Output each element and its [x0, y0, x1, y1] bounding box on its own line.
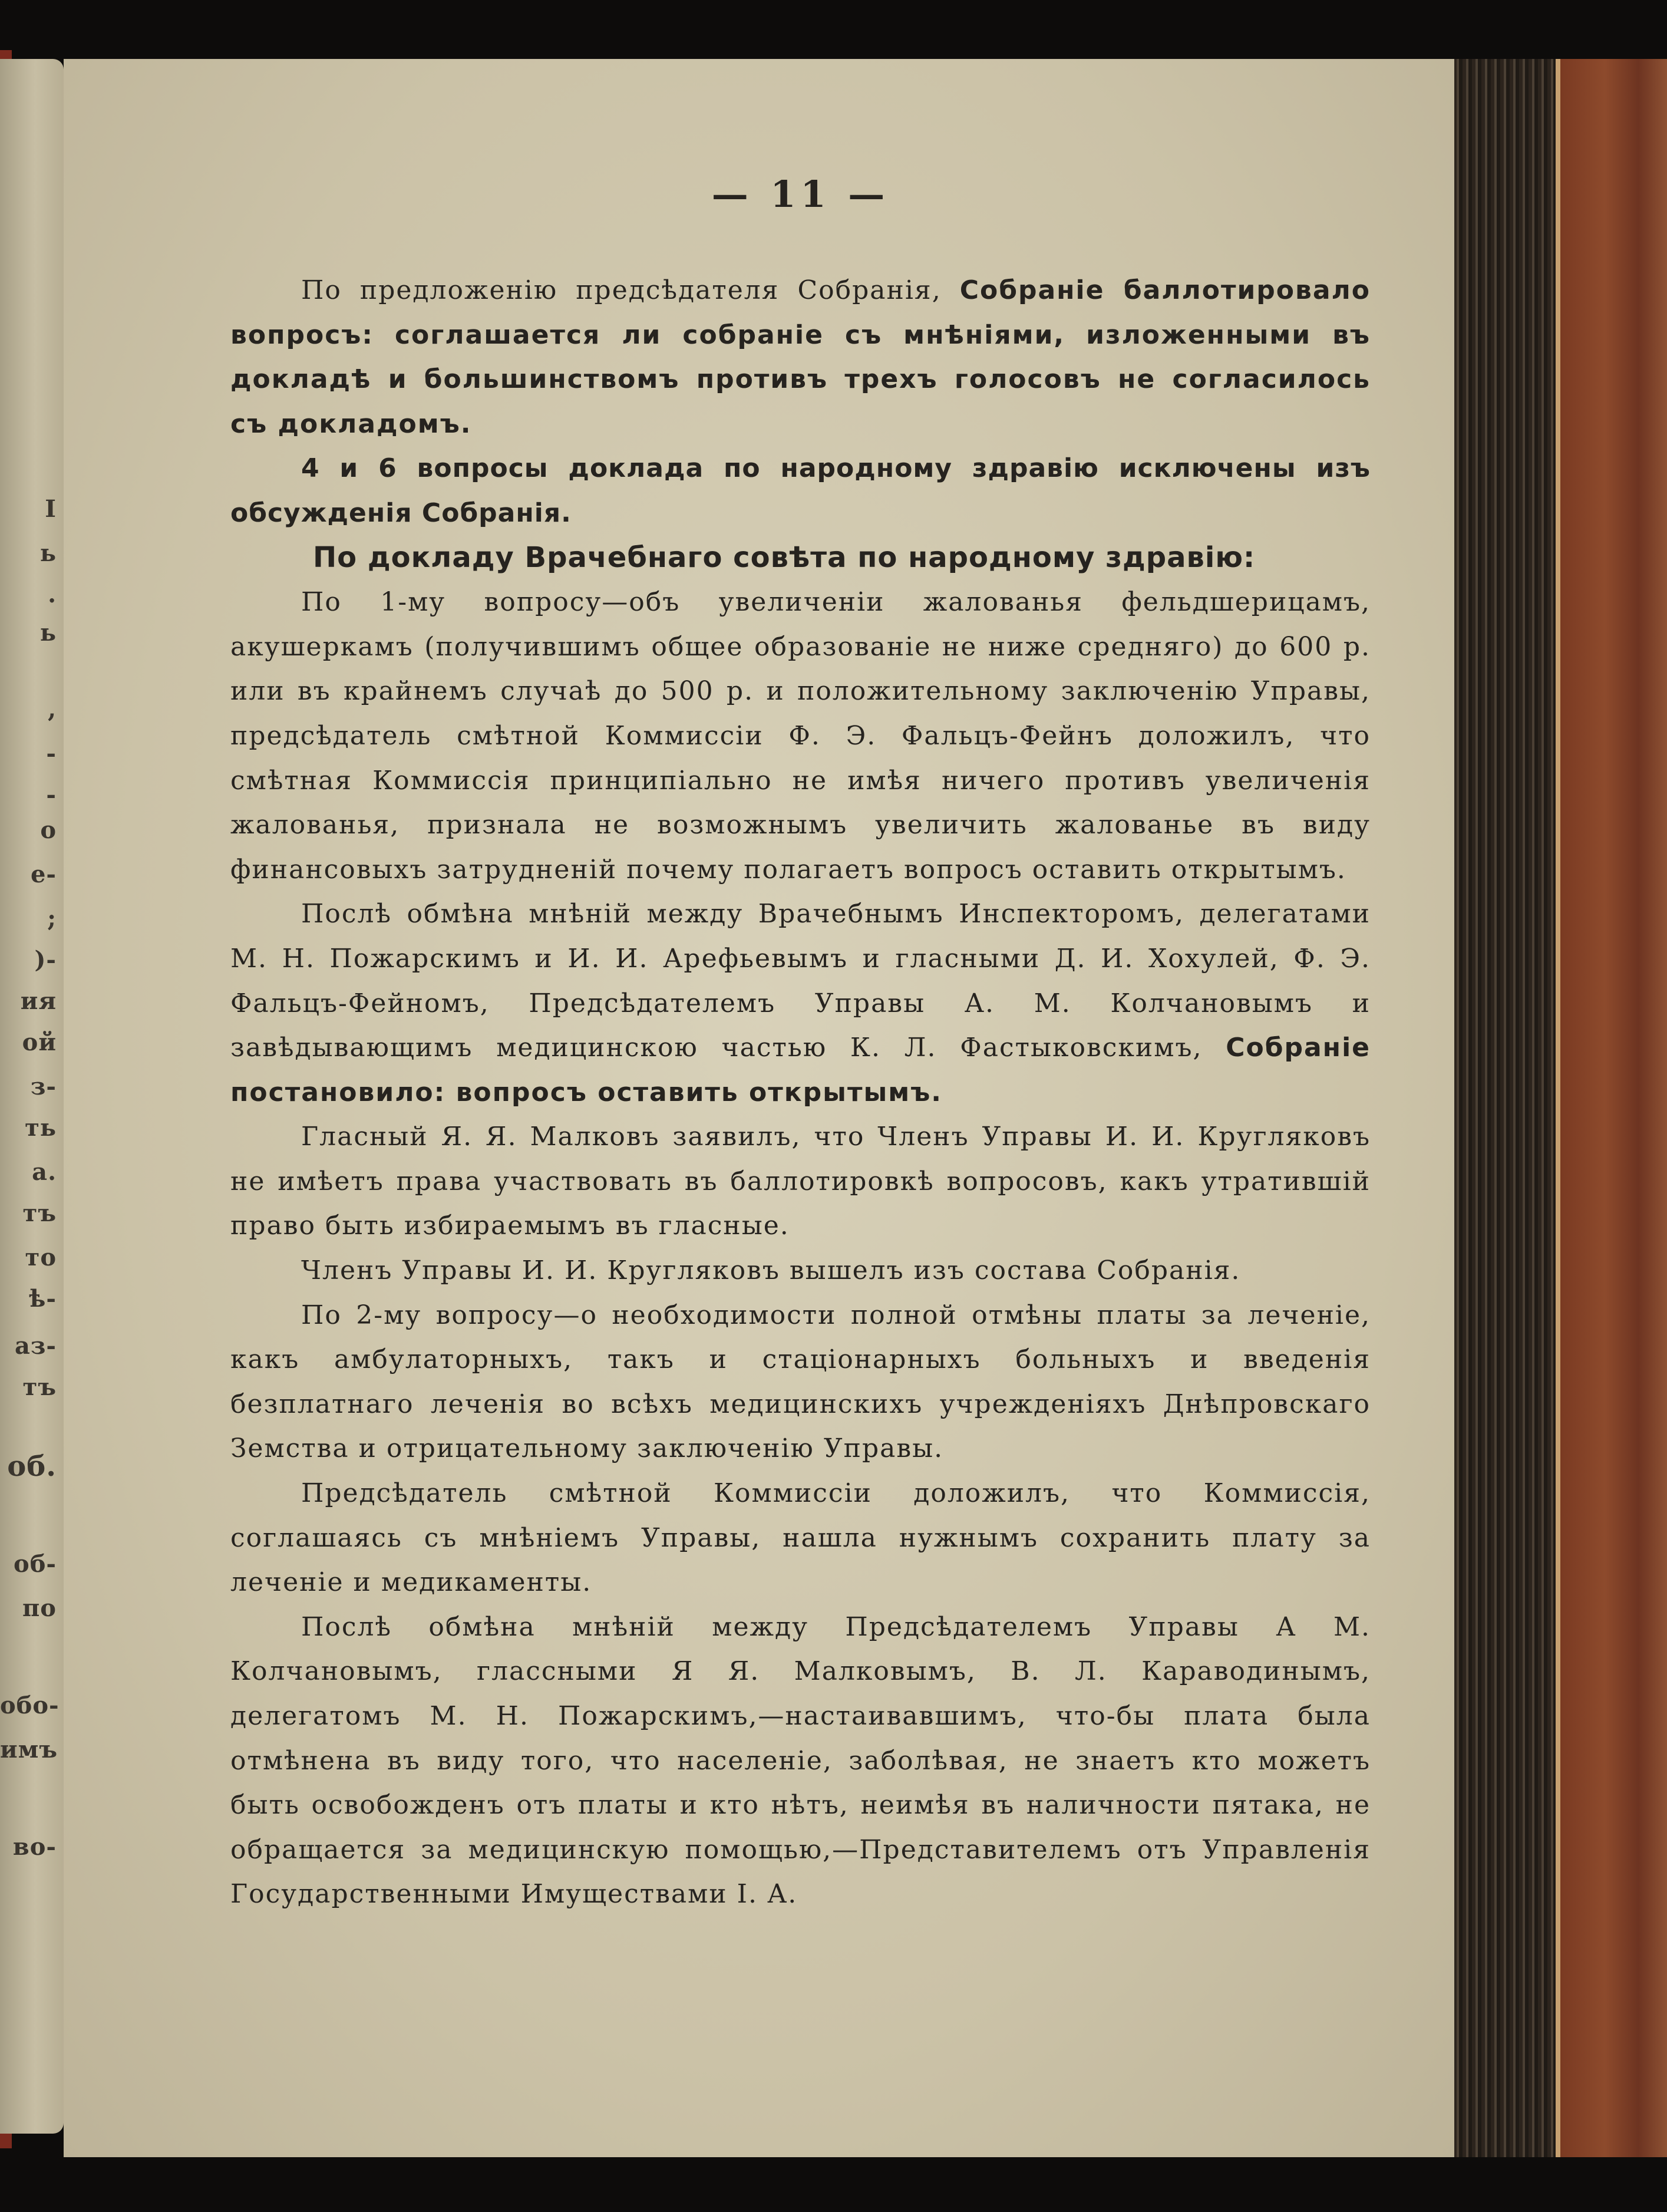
- book-cover-right: [1556, 59, 1667, 2157]
- margin-fragment: -: [46, 781, 57, 809]
- margin-fragment: .: [48, 581, 57, 608]
- margin-fragment: обо-: [0, 1692, 60, 1719]
- paragraph-discussion-2: Послѣ обмѣна мнѣній между Предсѣдателемъ Управы А М. Колчановымъ, глассными Я Я. Малковымъ, В. Л. Караводинымъ, делегатомъ М. Н. Пожарскимъ,—настаивавшимъ, что-бы плата была отмѣнена въ виду того, что населеніе, заболѣвая, не знаетъ кто можетъ быть освобожденъ отъ платы и кто нѣтъ, неимѣя въ наличности пятака, не обращается за медицинскую помощью,—Представителемъ отъ Управленія Государственными Имуществами І. А.: [230, 1611, 1371, 1910]
- margin-fragment: а.: [32, 1158, 57, 1186]
- margin-fragment: ь: [39, 539, 57, 567]
- margin-fragment: I: [45, 495, 57, 523]
- margin-fragment: имъ: [0, 1736, 58, 1763]
- margin-fragment: тъ: [22, 1199, 57, 1227]
- page-number: — 11 —: [711, 173, 890, 216]
- book-page: [64, 59, 1454, 2157]
- margin-fragment: е-: [30, 861, 57, 888]
- paragraph-question-2: По 2-му вопросу—о необходимости полной отмѣны платы за леченіе, какъ амбулаторныхъ, такъ и стаціонарныхъ больныхъ и введенія безплатнаго леченія во всѣхъ медицинскихъ учрежденіяхъ Днѣпровскаго Земства и отрицательному заключенію Управы.: [230, 1300, 1371, 1464]
- margin-fragment: ѣ-: [29, 1285, 57, 1313]
- margin-fragment: ,: [48, 695, 57, 723]
- paragraph-text: По предложенію предсѣдателя Собранія,: [301, 275, 960, 305]
- margin-fragment: о: [40, 816, 57, 844]
- margin-fragment: во-: [12, 1833, 57, 1861]
- previous-page-text-fragments: [0, 59, 64, 2134]
- paragraph-discussion-1: [230, 892, 1371, 1115]
- margin-fragment: аз-: [14, 1332, 57, 1360]
- margin-fragment: -: [46, 740, 57, 767]
- margin-fragment: ой: [22, 1028, 57, 1056]
- paragraph-bold-text: Собраніе постановило: вопросъ оставить открытымъ.: [230, 1033, 1371, 1107]
- margin-fragment: з-: [30, 1073, 57, 1100]
- paragraph-ballot-result: [230, 268, 1371, 446]
- margin-fragment: )-: [34, 946, 57, 974]
- paragraph-commission-report: Предсѣдатель смѣтной Коммиссіи доложилъ, что Коммиссія, соглашаясь съ мнѣніемъ Управы, нашла нужнымъ сохранить плату за леченіе и медикаменты.: [230, 1478, 1371, 1598]
- paragraph-excluded-questions: 4 и 6 вопросы доклада по народному здравію исключены изъ обсужденія Собранія.: [230, 453, 1371, 528]
- margin-fragment: об.: [7, 1450, 57, 1483]
- paragraph-text: Послѣ обмѣна мнѣній между Врачебнымъ Инспекторомъ, делегатами М. Н. Пожарскимъ и И. И. Арефьевымъ и гласными Д. И. Хохулей, Ф. Э. Фальцъ-Фейномъ, Предсѣдателемъ Управы А. М. Колчановымъ и завѣдывающимъ медицинскою частью К. Л. Фастыковскимъ,: [230, 899, 1371, 1063]
- margin-fragment: ия: [20, 987, 57, 1015]
- margin-fragment: ;: [47, 905, 57, 932]
- margin-fragment: ть: [25, 1114, 57, 1142]
- margin-fragment: об-: [14, 1550, 57, 1578]
- margin-fragment: по: [22, 1594, 57, 1622]
- margin-fragment: тъ: [22, 1373, 57, 1401]
- page-text-block: [230, 162, 1371, 1917]
- paragraph-malkov-statement: Гласный Я. Я. Малковъ заявилъ, что Членъ Управы И. И. Кругляковъ не имѣетъ права участвовать въ баллотировкѣ вопросовъ, какъ утратившій право быть избираемымъ въ гласные.: [230, 1122, 1371, 1241]
- paragraph-question-1: По 1-му вопросу—объ увеличеніи жалованья фельдшерицамъ, акушеркамъ (получившимъ общее образованіе не ниже средняго) до 600 р. или въ крайнемъ случаѣ до 500 р. и положительному заключенію Управы, предсѣдатель смѣтной Коммиссіи Ф. Э. Фальцъ-Фейнъ доложилъ, что смѣтная Коммиссія принципіально не имѣя ничего противъ увеличенія жалованья, признала не возможнымъ увеличить жалованье въ виду финансовыхъ затрудненій почему полагаетъ вопросъ оставить открытымъ.: [230, 587, 1371, 885]
- previous-page-edge: [0, 59, 64, 2134]
- margin-fragment: ь: [39, 619, 57, 647]
- margin-fragment: то: [25, 1244, 57, 1271]
- paragraph-kruglyakov-left: Членъ Управы И. И. Кругляковъ вышелъ изъ состава Собранія.: [301, 1255, 1241, 1286]
- paragraph-bold-text: Собраніе баллотировало вопросъ: соглашается ли собраніе съ мнѣніями, изложенными въ докладѣ и большинствомъ противъ трехъ голосовъ не согласилось съ докладомъ.: [230, 275, 1371, 439]
- section-heading: По докладу Врачебнаго совѣта по народному здравію:: [313, 540, 1256, 574]
